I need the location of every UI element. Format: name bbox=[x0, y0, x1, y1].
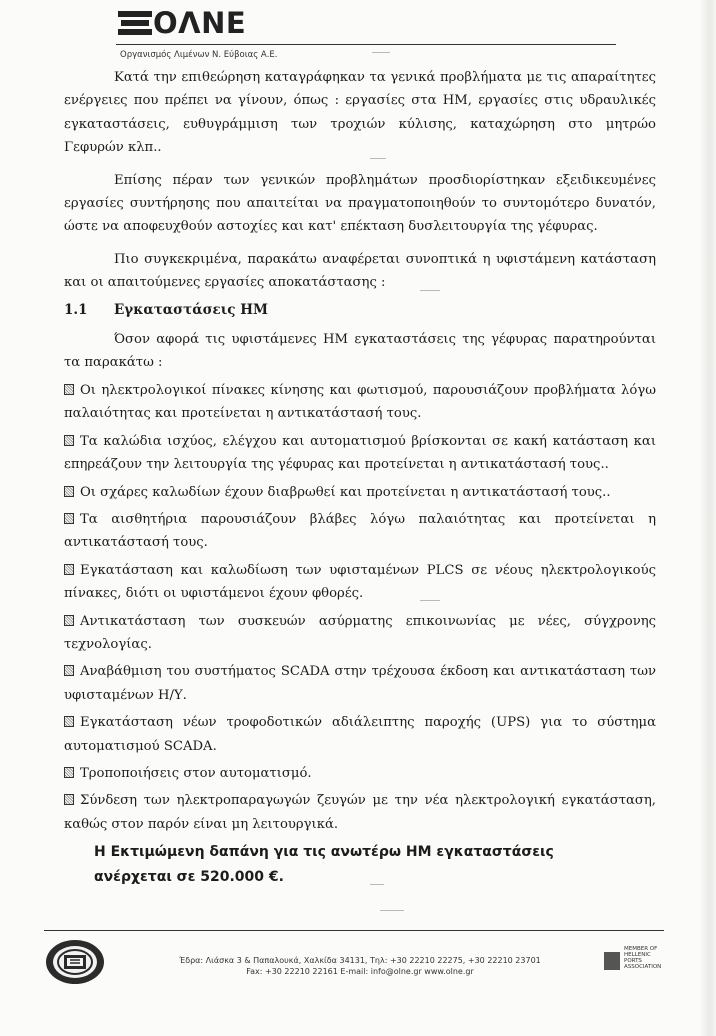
port-seal-logo bbox=[44, 938, 106, 986]
checkbox-glyph-icon bbox=[64, 615, 74, 626]
list-item: Οι σχάρες καλωδίων έχουν διαβρωθεί και προτείνεται η αντικατάστασή τους.. bbox=[64, 481, 656, 504]
scan-speck bbox=[372, 52, 390, 53]
hpa-emblem-icon bbox=[604, 952, 620, 970]
scan-speck bbox=[420, 290, 440, 291]
footer-contact bbox=[160, 955, 560, 977]
checkbox-glyph-icon bbox=[64, 794, 74, 805]
paragraph-1: Κατά την επιθεώρηση καταγράφηκαν τα γενικά προβλήματα με τις απαραίτητες ενέργειες που πρέπει να γίνουν, όπως : εργασίες στα ΗΜ, εργασίες στις υδραυλικές εγκαταστάσεις, ευθυγράμμιση των τροχιών κύλισης, καταχώρηση στο μητρώο Γεφυρών κλπ.. bbox=[64, 70, 656, 156]
hpa-member-badge bbox=[604, 946, 664, 990]
list-item: Εγκατάσταση νέων τροφοδοτικών αδιάλειπτης παροχής (UPS) για το σύστημα αυτοματισμού SCADA. bbox=[64, 715, 656, 754]
paragraph-3: Πιο συγκεκριμένα, παρακάτω αναφέρεται συνοπτικά η υφιστάμενη κατάσταση και οι απαιτούμενες εργασίες αποκατάστασης : bbox=[64, 251, 656, 291]
bullet-list bbox=[64, 379, 656, 836]
list-item: Οι ηλεκτρολογικοί πίνακες κίνησης και φωτισμού, παρουσιάζουν προβλήματα λόγω παλαιότητας και προτείνεται η αντικατάστασή τους. bbox=[64, 382, 656, 422]
estimated-cost bbox=[64, 840, 656, 890]
member-text: MEMBER OF HELLENIC PORTS ASSOCIATION bbox=[624, 946, 662, 970]
scan-speck bbox=[370, 158, 386, 159]
cost-line-1: Η Εκτιμώμενη δαπάνη για τις ανωτέρω ΗΜ εγκαταστάσεις bbox=[94, 844, 554, 861]
logo-text: ΟΛΝΕ bbox=[153, 6, 247, 40]
checkbox-glyph-icon bbox=[64, 767, 74, 778]
section-title: Εγκαταστάσεις ΗΜ bbox=[114, 301, 268, 318]
olne-logo-mark bbox=[118, 11, 152, 35]
header-divider bbox=[116, 44, 616, 45]
olne-logo bbox=[118, 8, 246, 38]
section-intro: Όσον αφορά τις υφιστάμενες ΗΜ εγκαταστάσεις της γέφυρας παρατηρούνται τα παρακάτω : bbox=[64, 332, 656, 371]
page-edge-shadow bbox=[700, 0, 716, 1036]
document-body bbox=[64, 66, 656, 890]
scan-speck bbox=[420, 600, 440, 601]
scan-speck bbox=[380, 910, 404, 911]
section-heading bbox=[64, 299, 656, 322]
list-item: Εγκατάσταση και καλωδίωση των υφισταμένων PLCS σε νέους ηλεκτρολογικούς πίνακες, διότι οι υφιστάμενοι έχουν φθορές. bbox=[64, 562, 656, 602]
section-number: 1.1 bbox=[64, 301, 88, 318]
list-item: Τα καλώδια ισχύος, ελέγχου και αυτοματισμού βρίσκονται σε κακή κατάσταση και επηρεάζουν την λειτουργία της γέφυρας και προτείνεται η αντικατάστασή τους.. bbox=[64, 433, 656, 473]
list-item: Αναβάθμιση του συστήματος SCADA στην τρέχουσα έκδοση και αντικατάσταση των υφισταμένων Η/Υ. bbox=[64, 664, 656, 703]
checkbox-glyph-icon bbox=[64, 716, 74, 727]
checkbox-glyph-icon bbox=[64, 486, 74, 497]
paragraph-2: Επίσης πέραν των γενικών προβλημάτων προσδιορίστηκαν εξειδικευμένες εργασίες συντήρησης που απαιτείται να πραγματοποιηθούν το συντομότερο δυνατόν, ώστε να αποφευχθούν αστοχίες και κατ' επέκταση δυσλειτουργία της γέφυρας. bbox=[64, 172, 656, 235]
checkbox-glyph-icon bbox=[64, 564, 74, 575]
footer-address-line-2: Fax: +30 22210 22161 E-mail: info@olne.gr www.olne.gr bbox=[246, 967, 474, 976]
checkbox-glyph-icon bbox=[64, 665, 74, 676]
footer-address-line-1: Έδρα: Λιάσκα 3 & Παπαλουκά, Χαλκίδα 34131, Τηλ: +30 22210 22275, +30 22210 23701 bbox=[179, 956, 541, 965]
list-item: Τα αισθητήρια παρουσιάζουν βλάβες λόγω παλαιότητας και προτείνεται η αντικατάστασή τους. bbox=[64, 511, 656, 551]
scan-speck bbox=[370, 884, 384, 885]
list-item: Σύνδεση των ηλεκτροπαραγωγών ζευγών με την νέα ηλεκτρολογική εγκατάσταση, καθώς στον παρόν είναι μη λειτουργικά. bbox=[64, 793, 656, 832]
list-item: Αντικατάσταση των συσκευών ασύρματης επικοινωνίας με νέες, σύγχρονης τεχνολογίας. bbox=[64, 613, 656, 652]
checkbox-glyph-icon bbox=[64, 435, 74, 446]
organization-subtitle: Οργανισμός Λιμένων Ν. Εύβοιας Α.Ε. bbox=[120, 50, 278, 60]
footer-divider bbox=[44, 930, 664, 931]
checkbox-glyph-icon bbox=[64, 513, 74, 524]
cost-line-2: ανέρχεται σε 520.000 €. bbox=[94, 869, 284, 886]
list-item: Τροποποιήσεις στον αυτοματισμό. bbox=[64, 762, 656, 785]
checkbox-glyph-icon bbox=[64, 384, 74, 395]
